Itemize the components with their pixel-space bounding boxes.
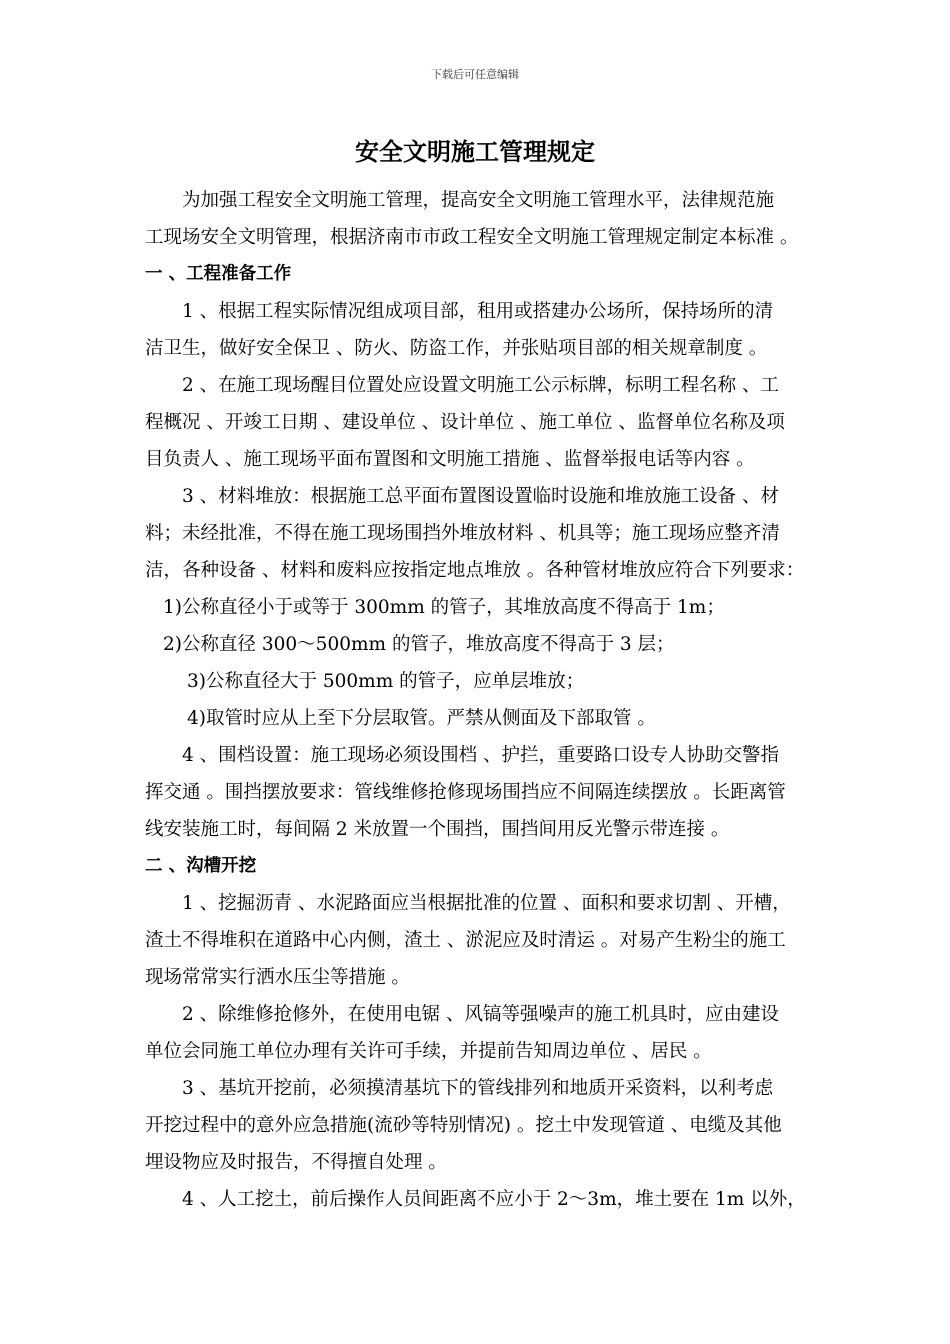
paragraph-line: 开挖过程中的意外应急措施(流砂等特别情况) 。挖土中发现管道 、电缆及其他 <box>145 1115 782 1136</box>
paragraph-line: 3 、基坑开挖前，必须摸清基坑下的管线排列和地质开采资料，以利考虑 <box>182 1078 774 1099</box>
list-item: 1)公称直径小于或等于 300mm 的管子，其堆放高度不得高于 1m； <box>163 597 725 618</box>
paragraph-line: 4 、人工挖土，前后操作人员间距离不应小于 2～3m，堆土要在 1m 以外， <box>182 1189 806 1210</box>
paragraph-line: 程概况 、开竣工日期 、建设单位 、设计单位 、施工单位 、监督单位名称及项 <box>145 412 785 433</box>
document-title: 安全文明施工管理规定 <box>355 138 595 166</box>
paragraph-line: 渣土不得堆积在道路中心内侧，渣土 、淤泥应及时清运 。对易产生粉尘的施工 <box>145 930 786 951</box>
paragraph-line: 埋设物应及时报告，不得擅自处理 。 <box>145 1152 447 1173</box>
paragraph-line: 线安装施工时，每间隔 2 米放置一个围挡，围挡间用反光警示带连接 。 <box>145 819 730 840</box>
paragraph-line: 现场常常实行洒水压尘等措施 。 <box>145 967 410 988</box>
list-item: 4)取管时应从上至下分层取管。严禁从侧面及下部取管 。 <box>187 708 656 729</box>
section-heading: 二 、沟槽开挖 <box>145 856 257 876</box>
list-item: 2)公称直径 300～500mm 的管子，堆放高度不得高于 3 层； <box>163 634 675 655</box>
paragraph-line: 洁卫生，做好安全保卫 、防火、防盗工作，并张贴项目部的相关规章制度 。 <box>145 338 768 359</box>
paragraph-line: 单位会同施工单位办理有关许可手续，并提前告知周边单位 、居民 。 <box>145 1041 712 1062</box>
paragraph-line: 为加强工程安全文明施工管理，提高安全文明施工管理水平，法律规范施 <box>182 190 775 211</box>
section-heading: 一 、工程准备工作 <box>145 264 292 284</box>
paragraph-line: 洁，各种设备 、材料和废料应按指定地点堆放 。各种管材堆放应符合下列要求： <box>145 560 805 581</box>
list-item: 3)公称直径大于 500mm 的管子，应单层堆放； <box>187 671 585 692</box>
header-note: 下载后可任意编辑 <box>431 68 519 81</box>
paragraph-line: 料；未经批准，不得在施工现场围挡外堆放材料 、机具等；施工现场应整齐清 <box>145 523 780 544</box>
paragraph-line: 目负责人 、施工现场平面布置图和文明施工措施 、监督举报电话等内容 。 <box>145 449 755 470</box>
paragraph-line: 2 、在施工现场醒目位置处应设置文明施工公示标牌，标明工程名称 、工 <box>182 375 780 396</box>
paragraph-line: 2 、除维修抢修外，在使用电锯 、风镐等强噪声的施工机具时，应由建设 <box>182 1004 780 1025</box>
paragraph-line: 1 、挖掘沥青 、水泥路面应当根据批准的位置 、面积和要求切割 、开槽， <box>182 893 791 914</box>
paragraph-line: 工现场安全文明管理，根据济南市市政工程安全文明施工管理规定制定本标准 。 <box>145 227 799 248</box>
paragraph-line: 3 、材料堆放：根据施工总平面布置图设置临时设施和堆放施工设备 、材 <box>182 486 780 507</box>
paragraph-line: 1 、根据工程实际情况组成项目部，租用或搭建办公场所，保持场所的清 <box>182 301 774 322</box>
paragraph-line: 4 、围档设置：施工现场必须设围档 、护拦，重要路口设专人协助交警指 <box>182 745 780 766</box>
paragraph-line: 挥交通 。围挡摆放要求：管线维修抢修现场围挡应不间隔连续摆放 。长距离管 <box>145 782 786 803</box>
document-body <box>145 182 817 1218</box>
